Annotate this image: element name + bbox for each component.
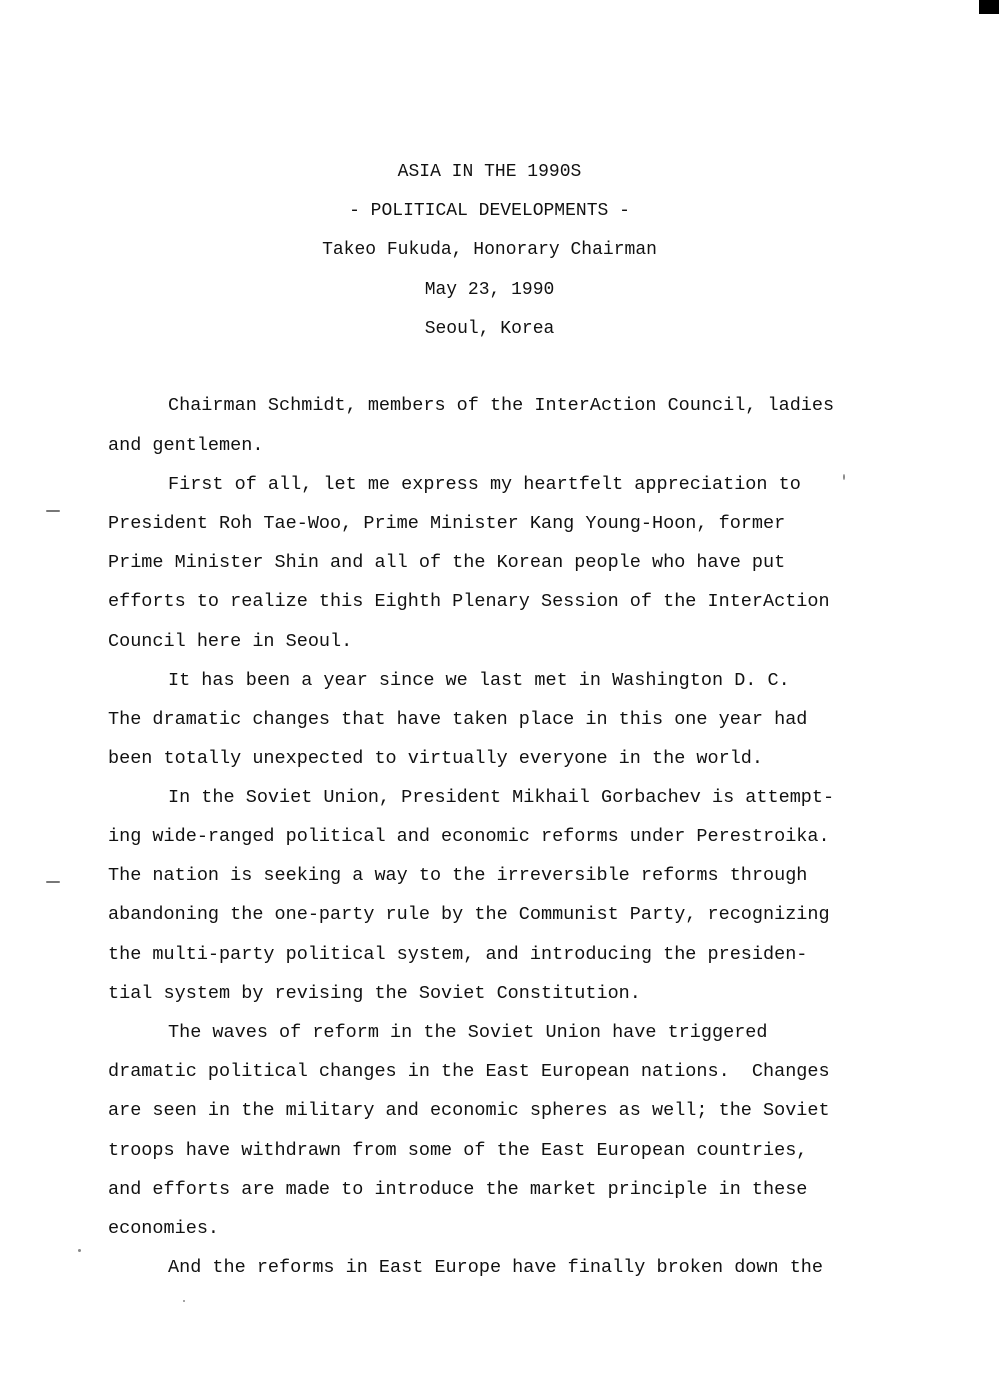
body-text-line: and efforts are made to introduce the market principle in these — [108, 1179, 808, 1200]
body-text-line: the multi-party political system, and introducing the presiden- — [108, 944, 808, 965]
body-text-line: It has been a year since we last met in Washington D. C. — [168, 670, 790, 691]
body-text-line: And the reforms in East Europe have finally broken down the — [168, 1257, 824, 1278]
scan-corner-mark — [979, 0, 999, 14]
body-text-line: abandoning the one-party rule by the Communist Party, recognizing — [108, 904, 830, 925]
body-text-line: been totally unexpected to virtually everyone in the world. — [108, 748, 764, 769]
scan-speck — [843, 474, 845, 480]
body-text-line: dramatic political changes in the East European nations. Changes — [108, 1061, 830, 1082]
scan-speck — [46, 510, 60, 512]
body-text-line: The waves of reform in the Soviet Union have triggered — [168, 1022, 768, 1043]
body-text-line: President Roh Tae-Woo, Prime Minister Kang Young-Hoon, former — [108, 513, 786, 534]
body-text-line: troops have withdrawn from some of the East European countries, — [108, 1140, 808, 1161]
body-text-line: The dramatic changes that have taken place in this one year had — [108, 709, 808, 730]
body-text-line: Prime Minister Shin and all of the Korean people who have put — [108, 552, 786, 573]
scan-speck — [183, 1300, 185, 1302]
scan-speck — [78, 1249, 81, 1252]
body-text-line: economies. — [108, 1218, 220, 1239]
document-subtitle: - POLITICAL DEVELOPMENTS - — [349, 201, 630, 221]
body-text-line: are seen in the military and economic spheres as well; the Soviet — [108, 1100, 830, 1121]
body-text-line: Chairman Schmidt, members of the InterAction Council, ladies — [168, 395, 835, 416]
body-text-line: ing wide-ranged political and economic reforms under Perestroika. — [108, 826, 830, 847]
body-text-line: efforts to realize this Eighth Plenary Session of the InterAction — [108, 591, 830, 612]
document-place: Seoul, Korea — [424, 319, 555, 339]
document-date: May 23, 1990 — [424, 280, 555, 300]
document-title: ASIA IN THE 1990S — [397, 162, 582, 182]
body-text-line: First of all, let me express my heartfelt appreciation to — [168, 474, 801, 495]
scan-speck — [46, 881, 60, 883]
body-text-line: In the Soviet Union, President Mikhail Gorbachev is attempt- — [168, 787, 835, 808]
body-text-line: Council here in Seoul. — [108, 631, 353, 652]
body-text-line: The nation is seeking a way to the irreversible reforms through — [108, 865, 808, 886]
body-text-line: tial system by revising the Soviet Constitution. — [108, 983, 641, 1004]
document-author: Takeo Fukuda, Honorary Chairman — [322, 240, 657, 260]
body-text-line: and gentlemen. — [108, 435, 264, 456]
